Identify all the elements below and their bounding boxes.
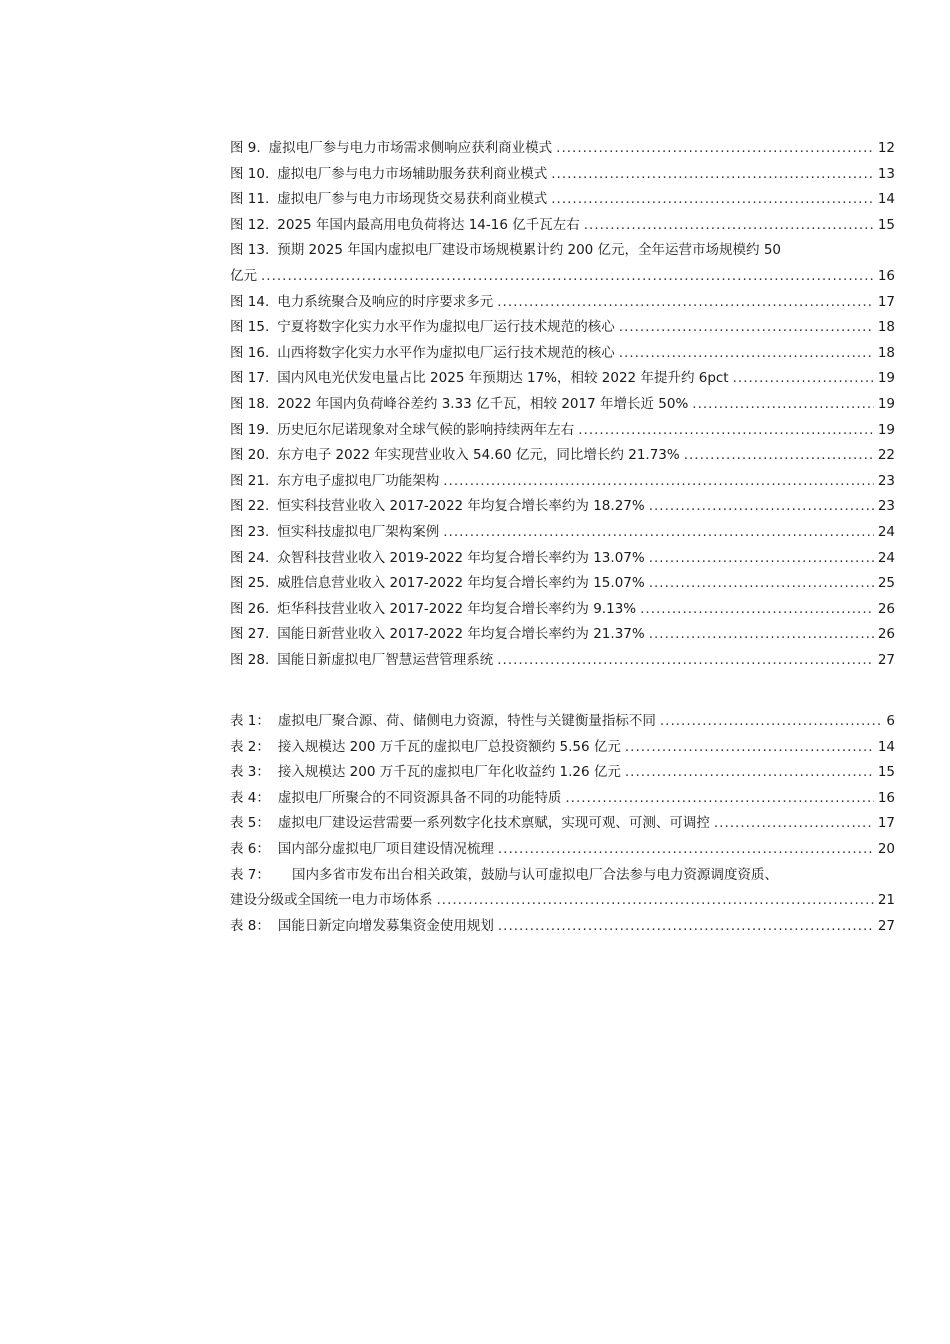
- table-number: 表 5：: [230, 815, 270, 832]
- figure-title: 虚拟电厂参与电力市场现货交易获利商业模式: [277, 191, 548, 208]
- page-number[interactable]: 14: [877, 738, 895, 755]
- page-number[interactable]: 12: [877, 140, 895, 156]
- figure-entry-line: [230, 213, 895, 239]
- figure-title: 国能日新营业收入 2017-2022 年均复合增长率约为 21.37%: [277, 626, 645, 643]
- table-entry-line: [230, 786, 895, 812]
- table-entry-line: [230, 888, 895, 914]
- figure-number: 图 16.: [230, 344, 270, 361]
- table-entry-line: [230, 863, 895, 889]
- page-number[interactable]: 19: [877, 395, 895, 412]
- figure-number: 图 21.: [230, 472, 270, 489]
- figure-number: 图 24.: [230, 549, 270, 566]
- page-number[interactable]: 21: [877, 892, 895, 909]
- page-number[interactable]: 18: [877, 344, 895, 361]
- figure-entry-line: [230, 136, 895, 162]
- table-number: 表 8：: [230, 917, 270, 934]
- dot-leader: [625, 735, 874, 761]
- dot-leader: [733, 366, 874, 392]
- table-number: 表 7：: [230, 866, 270, 883]
- figure-entry-line: [230, 648, 895, 674]
- table-entry-line: [230, 837, 895, 863]
- table-title-continued: 建设分级或全国统一电力市场体系: [230, 892, 433, 909]
- figure-entry[interactable]: [230, 648, 895, 674]
- figure-entry-line: [230, 622, 895, 648]
- dot-leader: [578, 418, 874, 444]
- figure-number: 图 17.: [230, 370, 270, 387]
- page-number[interactable]: 26: [877, 600, 895, 617]
- figure-entry[interactable]: [230, 571, 895, 597]
- figure-entry-line: [230, 469, 895, 495]
- dot-leader: [649, 571, 874, 597]
- figure-number: 图 19.: [230, 421, 270, 438]
- dot-leader: [649, 622, 874, 648]
- page-number[interactable]: 6: [886, 713, 895, 729]
- table-entry[interactable]: [230, 811, 895, 837]
- figure-number: 图 26.: [230, 600, 270, 617]
- table-number: 表 2：: [230, 738, 270, 755]
- figure-entry[interactable]: [230, 597, 895, 623]
- figure-number: 图 20.: [230, 447, 270, 464]
- figure-entry[interactable]: [230, 418, 895, 444]
- figure-title: 历史厄尔尼诺现象对全球气候的影响持续两年左右: [277, 421, 575, 438]
- figure-title-continued: 亿元: [230, 267, 257, 284]
- figure-entry-line: [230, 494, 895, 520]
- figure-title: 宁夏将数字化实力水平作为虚拟电厂运行技术规范的核心: [277, 319, 615, 336]
- page-number[interactable]: 24: [877, 549, 895, 566]
- table-number: 表 1：: [230, 713, 270, 729]
- figure-number: 图 27.: [230, 626, 270, 643]
- figure-title: 虚拟电厂参与电力市场需求侧响应获利商业模式: [268, 140, 553, 156]
- table-title: 接入规模达 200 万千瓦的虚拟电厂总投资额约 5.56 亿元: [277, 738, 621, 755]
- dot-leader: [625, 760, 874, 786]
- table-title: 虚拟电厂聚合源、荷、储侧电力资源，特性与关键衡量指标不同: [277, 713, 656, 729]
- figure-entry-line: [230, 520, 895, 546]
- figure-number: 图 11.: [230, 191, 270, 208]
- table-entry[interactable]: [230, 786, 895, 812]
- figure-entry-line: [230, 238, 895, 264]
- table-entry[interactable]: [230, 709, 895, 735]
- dot-leader: [497, 290, 874, 316]
- page-number[interactable]: 24: [877, 523, 895, 540]
- table-title: 接入规模达 200 万千瓦的虚拟电厂年化收益约 1.26 亿元: [277, 764, 621, 781]
- dot-leader: [640, 597, 874, 623]
- dot-leader: [261, 264, 874, 290]
- table-title: 国能日新定向增发募集资金使用规划: [277, 917, 494, 934]
- page-number[interactable]: 16: [877, 267, 895, 284]
- page-number[interactable]: 23: [877, 498, 895, 515]
- figure-entry[interactable]: [230, 622, 895, 648]
- page-number[interactable]: 19: [877, 421, 895, 438]
- table-title: 虚拟电厂所聚合的不同资源具备不同的功能特质: [277, 789, 562, 806]
- figure-list: [230, 136, 895, 673]
- table-number: 表 3：: [230, 764, 270, 781]
- dot-leader: [619, 315, 874, 341]
- figure-title: 2022 年国内负荷峰谷差约 3.33 亿千瓦，相较 2017 年增长近 50%: [277, 395, 689, 412]
- table-entry[interactable]: [230, 863, 895, 914]
- figure-entry-line: [230, 546, 895, 572]
- page-number[interactable]: 17: [877, 293, 895, 310]
- figure-entry-line: [230, 315, 895, 341]
- table-entry-line: [230, 760, 895, 786]
- figure-entry-line: [230, 597, 895, 623]
- page-number[interactable]: 26: [877, 626, 895, 643]
- dot-leader: [565, 786, 873, 812]
- figure-number: 图 25.: [230, 575, 270, 592]
- figure-number: 图 15.: [230, 319, 270, 336]
- figure-entry[interactable]: [230, 187, 895, 213]
- page-number[interactable]: 18: [877, 319, 895, 336]
- figure-entry[interactable]: [230, 469, 895, 495]
- page-number[interactable]: 14: [877, 191, 895, 208]
- figure-entry[interactable]: [230, 494, 895, 520]
- figure-entry-line: [230, 162, 895, 188]
- page-number[interactable]: 27: [877, 651, 895, 668]
- figure-entry[interactable]: [230, 162, 895, 188]
- figure-entry[interactable]: [230, 520, 895, 546]
- figure-entry-line: [230, 392, 895, 418]
- figure-entry[interactable]: [230, 341, 895, 367]
- table-title: 国内多省市发布出台相关政策，鼓励与认可虚拟电厂合法参与电力资源调度资质、: [292, 866, 778, 883]
- table-entry[interactable]: [230, 735, 895, 761]
- figure-title: 预期 2025 年国内虚拟电厂建设市场规模累计约 200 亿元，全年运营市场规模约 50: [277, 242, 782, 259]
- figure-number: 图 14.: [230, 293, 270, 310]
- figure-entry-line: [230, 341, 895, 367]
- dot-leader: [498, 837, 874, 863]
- figure-entry[interactable]: [230, 290, 895, 316]
- dot-leader: [443, 469, 874, 495]
- figure-entry[interactable]: [230, 546, 895, 572]
- page-number[interactable]: 17: [877, 815, 895, 832]
- table-number: 表 6：: [230, 840, 270, 857]
- page-number[interactable]: 15: [877, 764, 895, 781]
- page-number[interactable]: 20: [877, 840, 895, 857]
- figure-title: 东方电子 2022 年实现营业收入 54.60 亿元，同比增长约 21.73%: [277, 447, 680, 464]
- table-list: [230, 709, 895, 939]
- figure-number: 图 22.: [230, 498, 270, 515]
- table-entry[interactable]: [230, 760, 895, 786]
- figure-entry-line: [230, 443, 895, 469]
- dot-leader: [556, 136, 874, 162]
- figure-number: 图 9.: [230, 140, 261, 156]
- figure-entry-line: [230, 264, 895, 290]
- table-entry-line: [230, 914, 895, 940]
- figure-entry-line: [230, 571, 895, 597]
- table-entry[interactable]: [230, 837, 895, 863]
- figure-title: 国能日新虚拟电厂智慧运营管理系统: [277, 651, 494, 668]
- figure-title: 恒实科技虚拟电厂架构案例: [277, 523, 440, 540]
- table-entry-line: [230, 709, 895, 735]
- dot-leader: [684, 443, 874, 469]
- figure-entry[interactable]: [230, 366, 895, 392]
- figure-number: 图 23.: [230, 523, 270, 540]
- page-number[interactable]: 23: [877, 472, 895, 489]
- figure-title: 国内风电光伏发电量占比 2025 年预期达 17%，相较 2022 年提升约 6pct: [277, 370, 729, 387]
- dot-leader: [584, 213, 874, 239]
- figure-entry[interactable]: [230, 213, 895, 239]
- page-number[interactable]: 13: [877, 165, 895, 182]
- figure-title: 电力系统聚合及响应的时序要求多元: [277, 293, 494, 310]
- figure-title: 虚拟电厂参与电力市场辅助服务获利商业模式: [277, 165, 548, 182]
- dot-leader: [619, 341, 874, 367]
- figure-entry-line: [230, 187, 895, 213]
- table-entry-line: [230, 811, 895, 837]
- table-title: 虚拟电厂建设运营需要一系列数字化技术禀赋，实现可观、可测、可调控: [277, 815, 710, 832]
- figure-title: 炬华科技营业收入 2017-2022 年均复合增长率约为 9.13%: [277, 600, 637, 617]
- figure-entry-line: [230, 290, 895, 316]
- figure-number: 图 18.: [230, 395, 270, 412]
- page-number[interactable]: 16: [877, 789, 895, 806]
- dot-leader: [497, 648, 874, 674]
- figure-number: 图 13.: [230, 242, 270, 259]
- dot-leader: [649, 546, 874, 572]
- table-title: 国内部分虚拟电厂项目建设情况梳理: [277, 840, 494, 857]
- figure-entry[interactable]: [230, 136, 895, 162]
- page-number[interactable]: 15: [877, 216, 895, 233]
- dot-leader: [660, 709, 883, 735]
- dot-leader: [692, 392, 874, 418]
- figure-number: 图 28.: [230, 651, 270, 668]
- figure-title: 众智科技营业收入 2019-2022 年均复合增长率约为 13.07%: [277, 549, 645, 566]
- figure-entry-line: [230, 418, 895, 444]
- dot-leader: [498, 914, 874, 940]
- dot-leader: [443, 520, 874, 546]
- figure-number: 图 12.: [230, 216, 270, 233]
- figure-title: 威胜信息营业收入 2017-2022 年均复合增长率约为 15.07%: [277, 575, 645, 592]
- table-entry-line: [230, 735, 895, 761]
- page-number[interactable]: 25: [877, 575, 895, 592]
- figure-title: 2025 年国内最高用电负荷将达 14-16 亿千瓦左右: [277, 216, 580, 233]
- page-number[interactable]: 22: [877, 447, 895, 464]
- figure-number: 图 10.: [230, 165, 270, 182]
- dot-leader: [649, 494, 874, 520]
- page-number[interactable]: 27: [877, 917, 895, 934]
- figure-entry[interactable]: [230, 315, 895, 341]
- figure-title: 东方电子虚拟电厂功能架构: [277, 472, 440, 489]
- dot-leader: [714, 811, 874, 837]
- dot-leader: [551, 187, 874, 213]
- dot-leader: [437, 888, 874, 914]
- figure-entry[interactable]: [230, 238, 895, 289]
- figure-entry[interactable]: [230, 443, 895, 469]
- table-number: 表 4：: [230, 789, 270, 806]
- dot-leader: [551, 162, 874, 188]
- figure-entry-line: [230, 366, 895, 392]
- figure-title: 恒实科技营业收入 2017-2022 年均复合增长率约为 18.27%: [277, 498, 645, 515]
- figure-title: 山西将数字化实力水平作为虚拟电厂运行技术规范的核心: [277, 344, 615, 361]
- page-number[interactable]: 19: [877, 370, 895, 387]
- table-entry[interactable]: [230, 914, 895, 940]
- figure-entry[interactable]: [230, 392, 895, 418]
